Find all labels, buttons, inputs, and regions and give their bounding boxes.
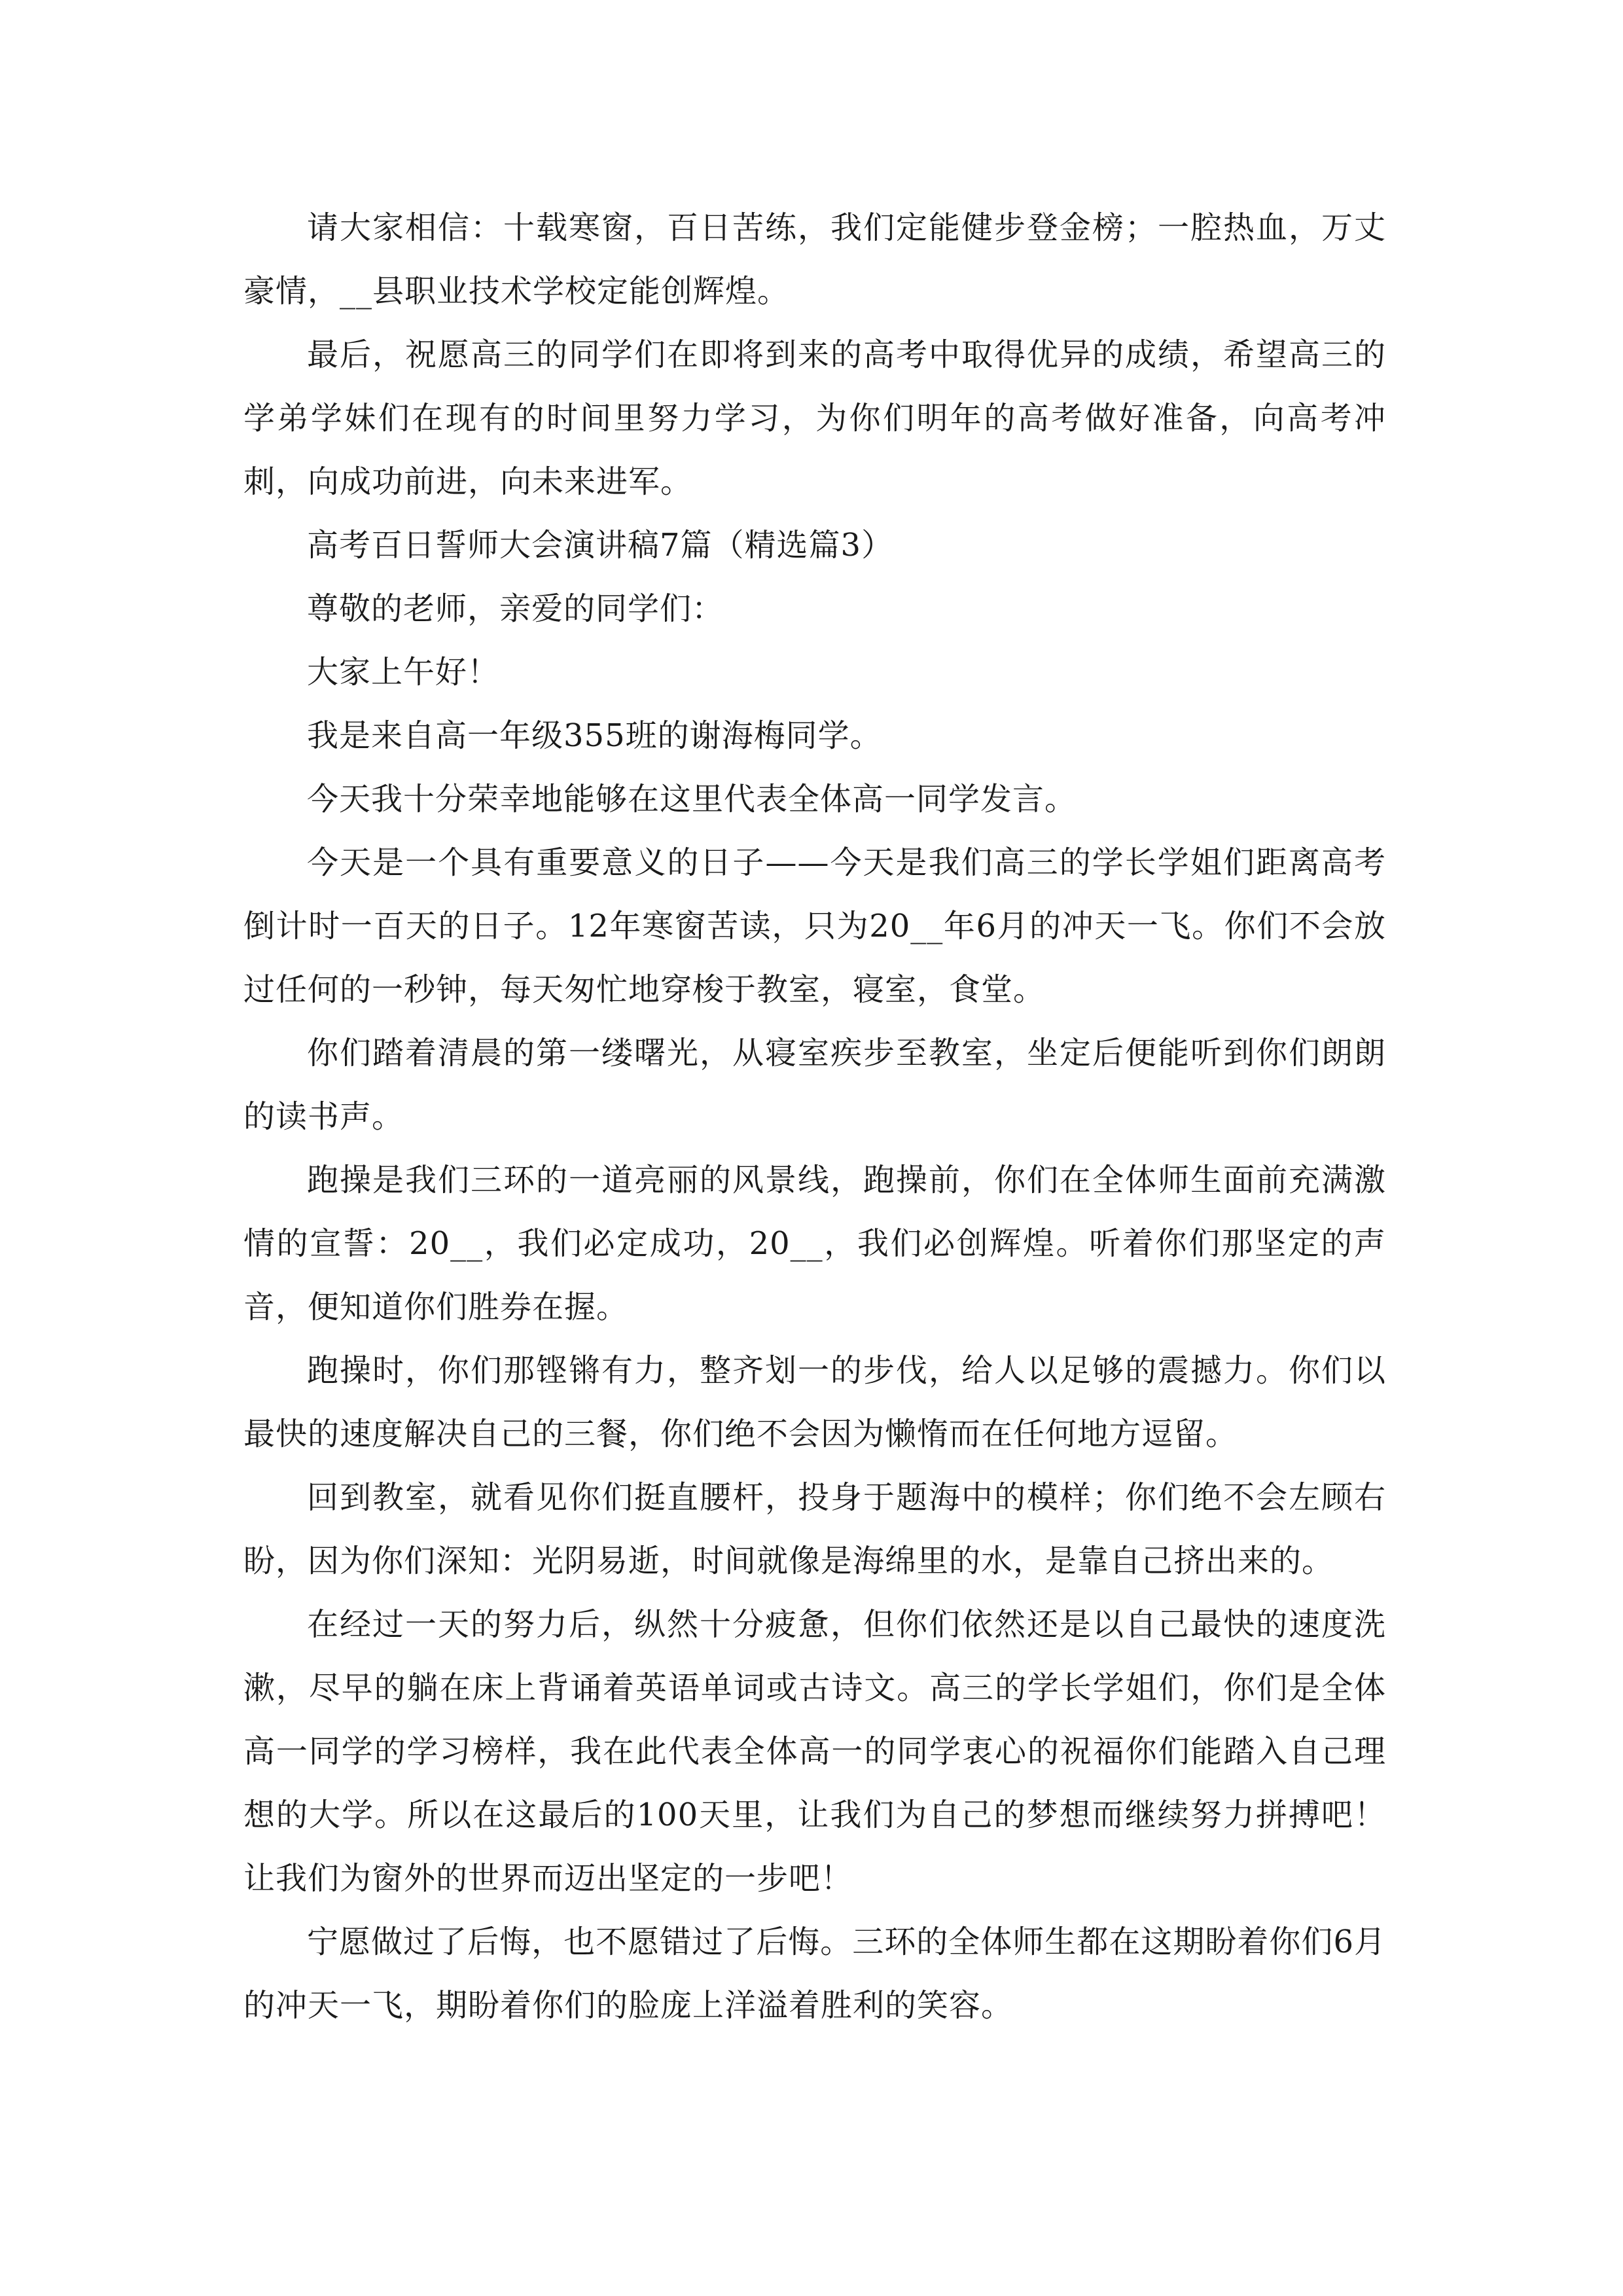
salutation: 尊敬的老师，亲爱的同学们： <box>307 590 724 627</box>
paragraph: 跑操是我们三环的一道亮丽的风景线，跑操前，你们在全体师生面前充满激情的宣誓：20__，我们必定成功，20__，我们必创辉煌。听着你们那坚定的声音，便知道你们胜券在握。 <box>243 1162 1386 1325</box>
document-body <box>243 196 1386 2037</box>
paragraph: 今天是一个具有重要意义的日子——今天是我们高三的学长学姐们距离高考倒计时一百天的日子。12年寒窗苦读，只为20__年6月的冲天一飞。你们不会放过任何的一秒钟，每天匆忙地穿梭于教室，寝室，食堂。 <box>243 844 1386 1008</box>
paragraph: 今天我十分荣幸地能够在这里代表全体高一同学发言。 <box>307 781 1077 817</box>
paragraph: 最后，祝愿高三的同学们在即将到来的高考中取得优异的成绩，希望高三的学弟学妹们在现有的时间里努力学习，为你们明年的高考做好准备，向高考冲刺，向成功前进，向未来进军。 <box>243 336 1386 500</box>
paragraph: 你们踏着清晨的第一缕曙光，从寝室疾步至教室，坐定后便能听到你们朗朗的读书声。 <box>243 1035 1386 1135</box>
paragraph: 我是来自高一年级355班的谢海梅同学。 <box>307 717 882 754</box>
paragraph: 跑操时，你们那铿锵有力，整齐划一的步伐，给人以足够的震撼力。你们以最快的速度解决自己的三餐，你们绝不会因为懒惰而在任何地方逗留。 <box>243 1352 1386 1452</box>
paragraph: 请大家相信：十载寒窗，百日苦练，我们定能健步登金榜；一腔热血，万丈豪情，__县职业技术学校定能创辉煌。 <box>243 209 1386 310</box>
greeting: 大家上午好！ <box>307 654 500 691</box>
paragraph: 在经过一天的努力后，纵然十分疲惫，但你们依然还是以自己最快的速度洗漱，尽早的躺在床上背诵着英语单词或古诗文。高三的学长学姐们，你们是全体高一同学的学习榜样，我在此代表全体高一的同学衷心的祝福你们能踏入自己理想的大学。所以在这最后的100天里，让我们为自己的梦想而继续努力拼搏吧！让我们为窗外的世界而迈出坚定的一步吧！ <box>243 1606 1386 1897</box>
paragraph: 回到教室，就看见你们挺直腰杆，投身于题海中的模样；你们绝不会左顾右盼，因为你们深知：光阴易逝，时间就像是海绵里的水，是靠自己挤出来的。 <box>243 1479 1386 1579</box>
section-title: 高考百日誓师大会演讲稿7篇（精选篇3） <box>307 527 894 564</box>
paragraph: 宁愿做过了后悔，也不愿错过了后悔。三环的全体师生都在这期盼着你们6月的冲天一飞，期盼着你们的脸庞上洋溢着胜利的笑容。 <box>243 1924 1386 2024</box>
